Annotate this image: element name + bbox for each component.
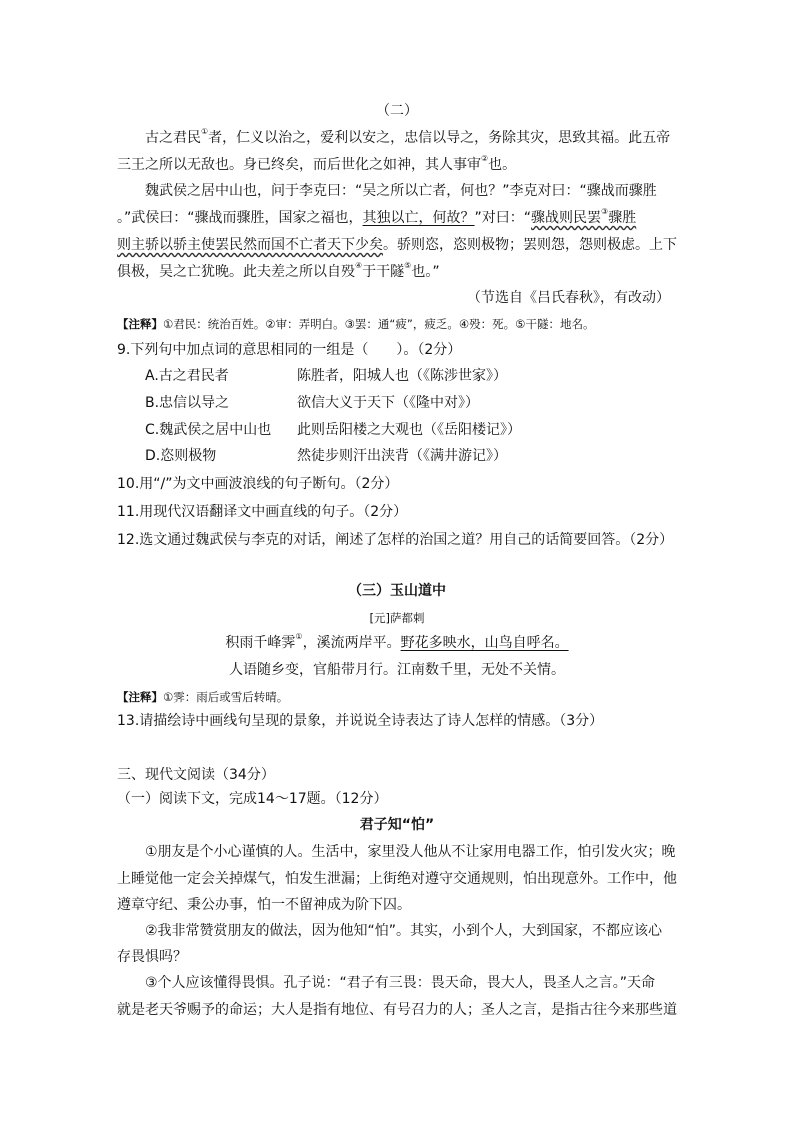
part3-heading: 三、现代文阅读（34分） bbox=[117, 767, 275, 783]
question-12: 12.选文通过魏武侯与李克的对话，阐述了怎样的治国之道？用自己的话简要回答。（2分） bbox=[117, 532, 674, 548]
article-paragraph2-line2: 存畏惧吗？ bbox=[117, 949, 187, 965]
question-9-option-d: D.恣则极物 bbox=[145, 448, 217, 464]
wavy-underlined-sentence: 骤战则民罢③骤胜 bbox=[531, 207, 637, 226]
section2-paragraph1-line1: 古之君民①者，仁义以治之，爱利以安之，忠信以导之，务除其灾，思致其福。此五帝 bbox=[145, 127, 671, 146]
section2-note: 【注释】①君民：统治百姓。②审：弄明白。③罢：通“疲”，疲乏。④殁：死。⑤干隧：地名。 bbox=[117, 317, 595, 331]
section2-heading: （二） bbox=[376, 103, 418, 119]
question-10: 10.用“/”为文中画波浪线的句子断句。（2分） bbox=[117, 476, 399, 492]
note-label: 【注释】 bbox=[117, 317, 163, 331]
question-9-option-a-compare: 陈胜者，阳城人也（《陈涉世家》） bbox=[297, 368, 507, 384]
section3-heading: （三）玉山道中 bbox=[348, 583, 446, 599]
article-paragraph2-line1: ②我非常赞赏朋友的做法，因为他知“怕”。其实，小到个人，大到国家，不都应该心 bbox=[145, 923, 663, 939]
section2-paragraph2-line3: 则主骄以骄主使罢民然而国不亡者天下少矣。骄则恣，恣则极物；罢则怨，怨则极虑。上下 bbox=[117, 237, 677, 253]
poem-line-2: 人语随乡变，官船带月行。江南数千里，无处不关情。 bbox=[229, 662, 565, 678]
article-paragraph3-line1: ③个人应该懂得畏惧。孔子说：“君子有三畏：畏天命，畏大人，畏圣人之言。”天命 bbox=[145, 975, 656, 991]
poem-underlined-line: 野花多映水，山鸟自呼名。 bbox=[400, 635, 569, 651]
poem-author: [元]萨都剌 bbox=[369, 611, 425, 625]
poem-line-1: 积雨千峰霁①，溪流两岸平。野花多映水，山鸟自呼名。 bbox=[225, 632, 569, 651]
wavy-underlined-sentence-cont: 则主骄以骄主使罢民然而国不亡者天下少矣 bbox=[117, 237, 383, 253]
section2-paragraph2-line2: 。”武侯曰：“骤战而骤胜，国家之福也，其独以亡，何故？”对曰：“骤战则民罢③骤胜 bbox=[117, 207, 637, 226]
section2-paragraph1-line2: 三王之所以无敌也。身已终矣，而后世化之如神，其人事审②也。 bbox=[117, 154, 517, 173]
article-paragraph3-line2: 就是老天爷赐予的命运；大人是指有地位、有号召力的人；圣人之言，是指古往今来那些道 bbox=[117, 1002, 677, 1018]
article-paragraph1-line2: 上睡觉他一定会关掉煤气，怕发生泄漏；上街绝对遵守交通规则，怕出现意外。工作中，他 bbox=[117, 871, 677, 887]
question-13: 13.请描绘诗中画线句呈现的景象，并说说全诗表达了诗人怎样的情感。（3分） bbox=[117, 713, 604, 729]
question-9-stem: 9.下列句中加点词的意思相同的一组是（ ）。（2分） bbox=[117, 342, 462, 358]
section2-paragraph2-line4: 俱极，吴之亡犹晚。此夫差之所以自殁④于干隧⑤也。” bbox=[117, 261, 440, 280]
question-9-option-d-compare: 然徒步则汗出浃背（《满井游记》） bbox=[297, 448, 507, 464]
section2-source: （节选自《吕氏春秋》，有改动） bbox=[467, 290, 670, 306]
underlined-sentence: 其独以亡，何故？ bbox=[362, 210, 475, 226]
question-9-option-b-compare: 欲信大义于天下（《隆中对》） bbox=[297, 395, 479, 411]
question-9-option-b: B.忠信以导之 bbox=[145, 395, 230, 411]
article-paragraph1-line1: ①朋友是个小心谨慎的人。生活中，家里没人他从不让家用电器工作，怕引发火灾；晚 bbox=[145, 844, 676, 860]
article-paragraph1-line3: 遵章守纪、秉公办事，怕一不留神成为阶下囚。 bbox=[117, 897, 411, 913]
part3-subheading: （一）阅读下文，完成14～17题。（12分） bbox=[117, 791, 388, 807]
section3-note: 【注释】①霁：雨后或雪后转晴。 bbox=[117, 690, 289, 704]
question-9-option-a: A.古之君民者 bbox=[145, 368, 229, 384]
section2-paragraph2-line1: 魏武侯之居中山也，问于李克曰：“吴之所以亡者，何也？”李克对曰：“骤战而骤胜 bbox=[145, 183, 657, 199]
question-9-option-c-compare: 此则岳阳楼之大观也（《岳阳楼记》） bbox=[297, 422, 521, 438]
note-label: 【注释】 bbox=[117, 690, 163, 704]
question-9-option-c: C.魏武侯之居中山也 bbox=[145, 422, 272, 438]
question-11: 11.用现代汉语翻译文中画直线的句子。（2分） bbox=[117, 504, 408, 520]
article-title: 君子知“怕” bbox=[359, 817, 435, 833]
